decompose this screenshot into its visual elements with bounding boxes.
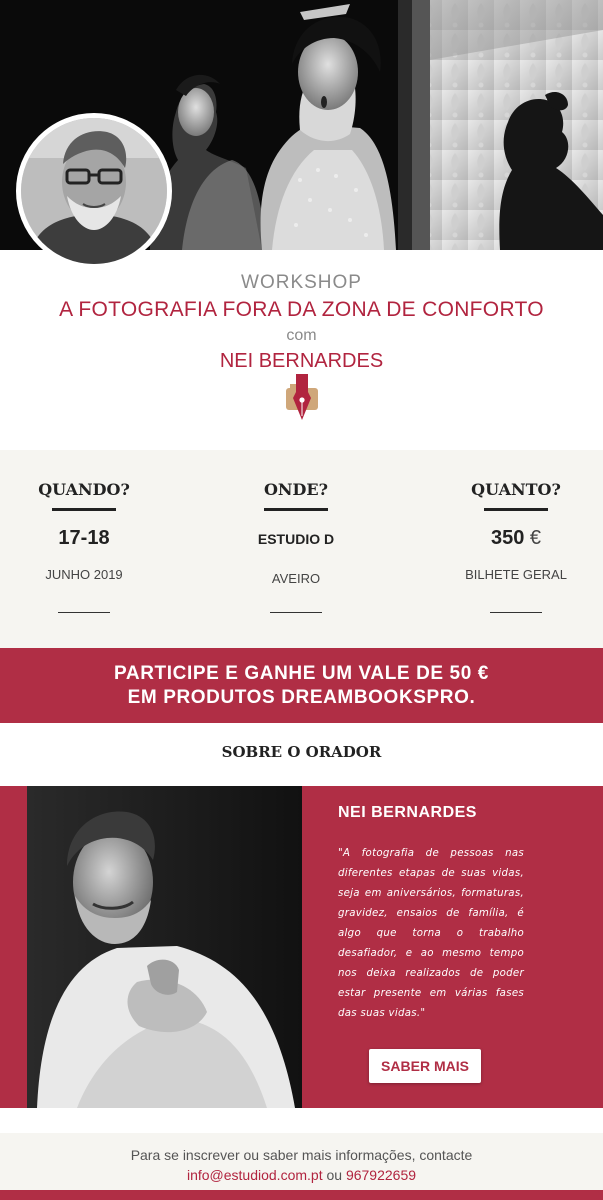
phone-link[interactable]: 967922659	[345, 1167, 417, 1183]
divider	[58, 612, 110, 613]
speaker-portrait	[27, 786, 302, 1108]
venue-name: ESTUDIO D	[257, 531, 335, 547]
bottom-accent-bar	[0, 1190, 603, 1200]
when-heading: QUANDO?	[38, 480, 130, 499]
with-label: com	[286, 327, 317, 344]
workshop-title: A FOTOGRAFIA FORA DA ZONA DE CONFORTO	[59, 298, 544, 321]
speaker-name: NEI BERNARDES	[219, 350, 384, 372]
about-speaker-section	[0, 786, 603, 1108]
promo-line-1: PARTICIPE E GANHE UM VALE DE 50 €	[114, 663, 489, 684]
footer-contact	[0, 1133, 603, 1190]
promo-line-2: EM PRODUTOS DREAMBOOKSPRO.	[127, 687, 476, 708]
info-where	[196, 450, 396, 589]
info-price	[416, 450, 603, 585]
fountain-pen-camera-icon	[284, 374, 320, 422]
workshop-label: WORKSHOP	[241, 272, 362, 293]
heading-underline	[264, 508, 328, 511]
email-link[interactable]: info@estudiod.com.pt	[186, 1167, 323, 1183]
price-currency: €	[529, 527, 542, 549]
venue-city: AVEIRO	[271, 571, 321, 586]
ticket-price	[416, 527, 603, 553]
divider	[490, 612, 542, 613]
bio-speaker-name: NEI BERNARDES	[338, 804, 477, 821]
about-speaker-heading: SOBRE O ORADOR	[221, 743, 382, 761]
heading-underline	[52, 508, 116, 511]
saber-mais-button[interactable]: SABER MAIS	[369, 1049, 481, 1083]
footer-or: ou	[326, 1167, 343, 1183]
where-heading: ONDE?	[263, 480, 328, 499]
event-dates: 17-18	[58, 527, 110, 549]
ticket-type: BILHETE GERAL	[465, 567, 567, 582]
speaker-avatar	[16, 113, 172, 269]
price-value: 350	[490, 527, 525, 549]
event-info-section	[0, 450, 603, 648]
event-month: JUNHO 2019	[45, 567, 123, 582]
divider	[270, 612, 322, 613]
footer-contact-line	[0, 1165, 603, 1185]
heading-underline	[484, 508, 548, 511]
price-heading: QUANTO?	[471, 480, 561, 499]
bio-quote: "A fotografia de pessoas nas diferentes etapas de suas vidas, seja em aniversários, formaturas, gravidez, ensaios de família, é algo que torna o trabalho desafiador, e ao mesmo tempo nos deixa realizados de poder estar presente em várias fases das suas vidas."	[338, 848, 524, 1019]
workshop-title-block	[0, 270, 603, 375]
promo-banner	[0, 648, 603, 723]
footer-text: Para se inscrever ou saber mais informações, contacte	[130, 1147, 473, 1163]
info-when	[0, 450, 184, 585]
